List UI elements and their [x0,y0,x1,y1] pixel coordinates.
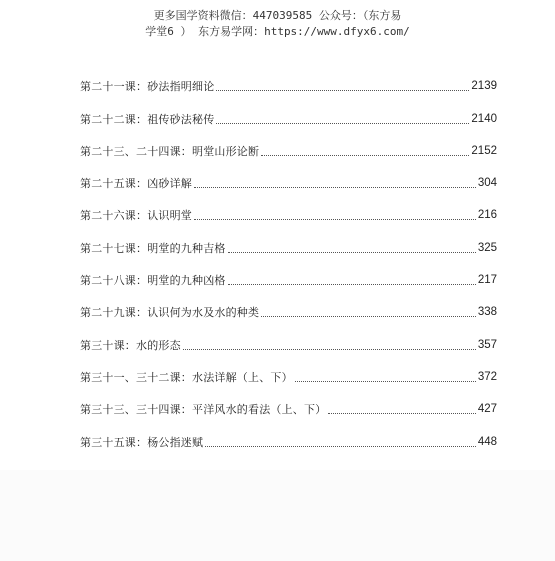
toc-entry-page: 448 [477,435,497,448]
toc-entry-page: 217 [477,274,497,287]
toc-entry-title: 第三十五课：杨公指迷赋 [80,435,204,449]
toc-dot-leader [261,315,476,317]
toc-entry-title: 第二十九课：认识何为水及水的种类 [80,306,260,320]
toc-entry [80,293,497,325]
toc-dot-leader [216,122,469,124]
toc-entry-title: 第二十七课：明堂的九种吉格 [80,241,226,255]
toc-entry [80,228,497,260]
toc-dot-leader [216,89,469,91]
toc-entry-page: 427 [477,403,497,416]
toc-entry-title: 第三十三、三十四课：平洋风水的看法（上、下） [80,403,327,417]
toc-entry [80,358,497,390]
header-line-2: 学堂6 ） 东方易学网：https://www.dfyx6.com/ [145,25,410,38]
toc-entry-page: 2152 [471,144,497,157]
toc-entry [80,261,497,293]
toc-entry-title: 第二十八课：明堂的九种凶格 [80,274,226,288]
toc-dot-leader [228,283,476,285]
toc-entry-title: 第二十三、二十四课：明堂山形论断 [80,144,260,158]
toc-entry-page: 338 [477,306,497,319]
toc-entry [80,164,497,196]
toc-dot-leader [228,251,476,253]
toc-dot-leader [205,445,476,447]
toc-entry-title: 第二十五课：凶砂详解 [80,177,192,191]
toc-entry-page: 2140 [471,112,497,125]
toc-entry-title: 第三十一、三十二课：水法详解（上、下） [80,370,293,384]
toc-entry [80,99,497,131]
toc-entry [80,325,497,357]
toc-entry-page: 357 [477,338,497,351]
toc-entry [80,67,497,99]
toc-entry-title: 第三十课：水的形态 [80,338,181,352]
toc-entry-title: 第二十二课：祖传砂法秘传 [80,112,215,126]
toc-dot-leader [194,218,476,220]
toc-entry [80,390,497,422]
toc-entry-page: 372 [477,370,497,383]
toc-dot-leader [261,154,469,156]
toc-entry-page: 325 [477,241,497,254]
toc-entry-page: 304 [477,177,497,190]
toc-dot-leader [183,348,476,350]
toc-dot-leader [295,380,476,382]
page-bottom-area [0,470,555,561]
toc-entry-title: 第二十一课：砂法指明细论 [80,80,215,94]
toc-entry-title: 第二十六课：认识明堂 [80,209,192,223]
toc-entry [80,132,497,164]
table-of-contents [80,67,497,455]
toc-entry [80,196,497,228]
toc-entry-page: 216 [477,209,497,222]
toc-dot-leader [328,412,475,414]
header-line-1: 更多国学资料微信：447039585 公众号：（东方易 [153,9,402,22]
toc-entry [80,422,497,454]
page-header [0,8,555,40]
toc-entry-page: 2139 [471,80,497,93]
toc-dot-leader [194,186,476,188]
